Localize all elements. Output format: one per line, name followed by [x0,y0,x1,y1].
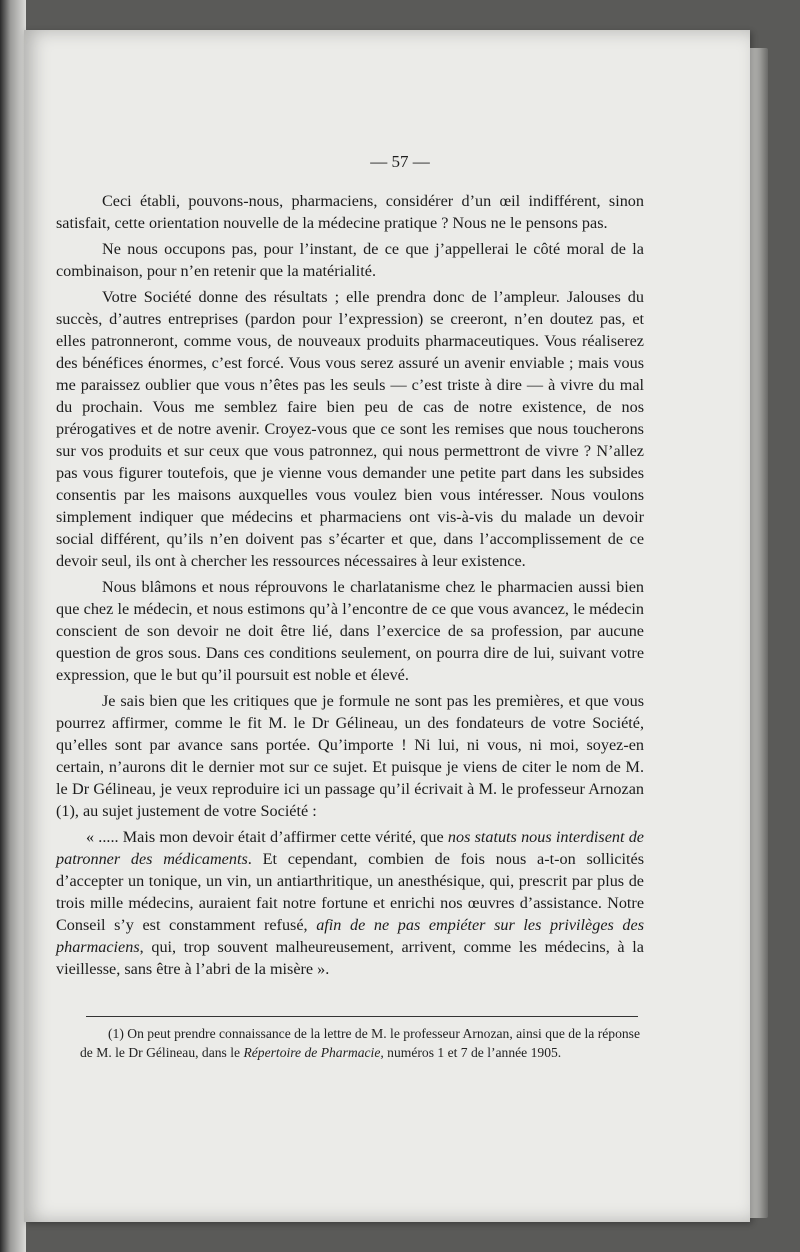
page-number: — 57 — [370,152,430,171]
quote-text: , qui, trop souvent malheureusement, arrivent, comme les médecins, à la vieillesse, sans être à l’abri de la misère ». [56,938,644,978]
paragraph: Ceci établi, pouvons-nous, pharmaciens, considérer d’un œil indifférent, sinon satisfait, cette orientation nouvelle de la médecine pratique ? Nous ne le pensons pas. [56,192,644,232]
page-body [56,190,644,984]
footnote-emphasis: Répertoire de Pharmacie, [243,1045,384,1060]
footnote [80,1024,640,1062]
left-page-edge [0,0,26,1252]
footnote-text: (1) On peut prendre connaissance de la lettre de M. le professeur Arnozan, ainsi que de la réponse de M. le Dr Gélineau, dans le [80,1026,640,1060]
page-stack-edge [748,48,768,1218]
quote-emphasis: nos statuts nous interdisent de patronner des médicaments [56,828,644,868]
paragraph: Votre Société donne des résultats ; elle prendra donc de l’ampleur. Jalouses du succès, d’autres entreprises (pardon pour l’expression) se creeront, n’en doutez pas, et elles patronneront, comme vous, de nouveaux produits pharmaceutiques. Vous réaliserez des bénéfices énormes, c’est forcé. Vous vous serez assuré un avenir enviable ; mais vous me paraissez oublier que vous n’êtes pas les seuls — c’est triste à dire — à vivre du mal du prochain. Vous me semblez faire bien peu de cas de notre existence, de nos prérogatives et de notre avenir. Croyez-vous que ce sont les remises que nous toucherons sur vos produits et sur ceux que vous patronnez, qui nous permettront de vivre ? N’allez pas vous figurer toutefois, que je vienne vous demander une petite part dans les subsides consentis par les maisons auxquelles vous voulez bien vous intéresser. Nous voulons simplement indiquer que médecins et pharmaciens ont vis-à-vis du malade un devoir social différent, qu’ils n’en doivent pas s’écarter et que, dans l’accomplissement de ce devoir seul, ils ont à chercher les ressources nécessaires à leur existence. [56,288,644,570]
paragraph: Ne nous occupons pas, pour l’instant, de ce que j’appellerai le côté moral de la combinaison, pour n’en retenir que la matérialité. [56,240,644,280]
paragraph: Nous blâmons et nous réprouvons le charlatanisme chez le pharmacien aussi bien que chez le médecin, et nous estimons qu’à l’encontre de ce que vous avancez, le médecin conscient de son devoir ne doit être lié, dans l’exercice de sa profession, par aucune question de gros sous. Dans ces conditions seulement, on pourra dire de lui, suivant votre expression, que le but qu’il poursuit est noble et élevé. [56,578,644,684]
paragraph: Je sais bien que les critiques que je formule ne sont pas les premières, et que vous pourrez affirmer, comme le fit M. le Dr Gélineau, un des fondateurs de votre Société, qu’elles sont par avance sans portée. Qu’importe ! Ni lui, ni vous, ni moi, soyez-en certain, n’aurons dit le dernier mot sur ce sujet. Et puisque je viens de citer le nom de M. le Dr Gélineau, je veux reproduire ici un passage qu’il écrivait à M. le professeur Arnozan (1), au sujet justement de votre Société : [56,692,644,820]
footnote-text: numéros 1 et 7 de l’année 1905. [383,1045,562,1060]
quote-emphasis: afin de ne pas empiéter sur les privilèges des pharmaciens [56,916,644,956]
footnote-rule [86,1016,638,1017]
quote-paragraph [56,826,644,980]
quote-text: . Et cependant, combien de fois nous a-t-on sollicités d’accepter un tonique, un vin, un antiarthritique, un anesthésique, qui, prescrit par plus de trois mille médecins, auraient fait notre fortune et enrichi nos œuvres d’assistance. Notre Conseil s’y est constamment refusé, [56,850,644,934]
quote-text: « ..... Mais mon devoir était d’affirmer cette vérité, que [86,828,448,846]
